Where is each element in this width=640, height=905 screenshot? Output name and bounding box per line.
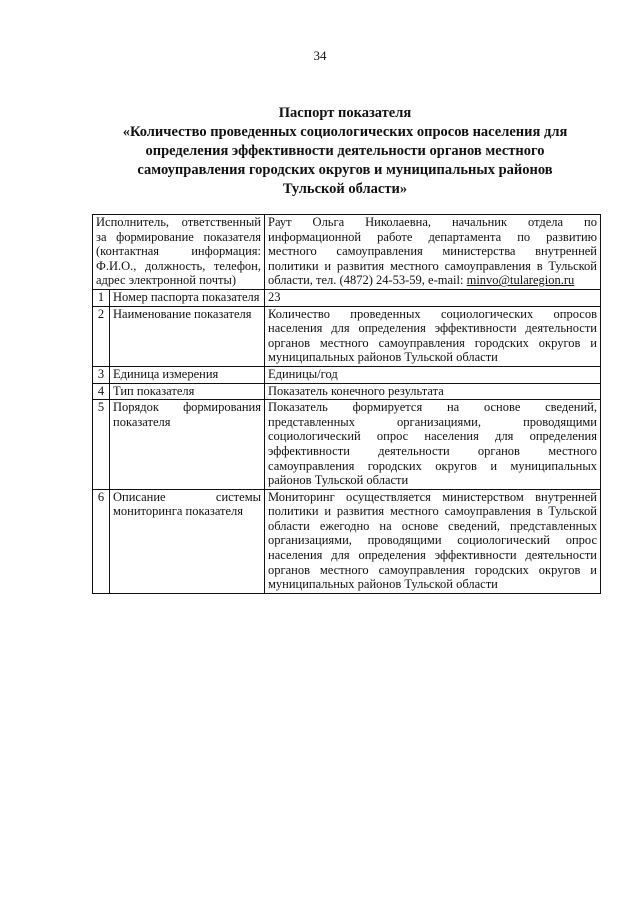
executor-value [265, 215, 601, 290]
row-label: Порядок формирования показателя [110, 400, 265, 490]
title-line-1: Паспорт показателя [278, 105, 412, 121]
row-value: Показатель формируется на основе сведений, представленных организациями, проводящими социологический опрос населения для определения эффективности деятельности органов местного самоуправления городских округов и муниципальных районов Тульской области [265, 400, 601, 490]
title-line-2: «Количество проведенных социологических опросов населения для [122, 124, 568, 140]
row-value: Мониторинг осуществляется министерством внутренней политики и развития местного самоуправления в Тульской области ежегодно на основе сведений, представленных организациями, проводящими социологический опрос населения для определения эффективности деятельности органов местного самоуправления городских округов и муниципальных районов Тульской области [265, 489, 601, 593]
table-row [93, 489, 601, 593]
row-value: Показатель конечного результата [265, 383, 601, 400]
table-row [93, 383, 601, 400]
row-number: 3 [93, 366, 110, 383]
row-number: 6 [93, 489, 110, 593]
row-label: Наименование показателя [110, 306, 265, 366]
row-number: 5 [93, 400, 110, 490]
executor-label: Исполнитель, ответственный за формирование показателя (контактная информация: Ф.И.О., должность, телефон, адрес электронной почты) [93, 215, 265, 290]
title-line-5: Тульской области» [282, 181, 408, 197]
row-label: Тип показателя [110, 383, 265, 400]
table-row-executor [93, 215, 601, 290]
row-value: 23 [265, 289, 601, 306]
row-label: Номер паспорта показателя [110, 289, 265, 306]
title-line-3: определения эффективности деятельности органов местного [145, 143, 545, 159]
passport-table [92, 214, 601, 594]
title-line-4: самоуправления городских округов и муниципальных районов [137, 162, 553, 178]
table-row [93, 400, 601, 490]
row-number: 4 [93, 383, 110, 400]
executor-email-link[interactable]: minvo@tularegion.ru [466, 273, 575, 288]
row-value: Единицы/год [265, 366, 601, 383]
row-label: Единица измерения [110, 366, 265, 383]
row-number: 1 [93, 289, 110, 306]
table-row [93, 289, 601, 306]
row-value: Количество проведенных социологических опросов населения для определения эффективности деятельности органов местного самоуправления городских округов и муниципальных районов Тульской области [265, 306, 601, 366]
page-number: 34 [313, 48, 327, 63]
table-row [93, 366, 601, 383]
executor-contact: Раут Ольга Николаевна, начальник отдела по информационной работе департамента по развитию местного самоуправления министерства внутренней политики и развития местного самоуправления в Тульской области, тел. (4872) 24-53-59, e-mail: [268, 215, 597, 288]
table-row [93, 306, 601, 366]
row-label: Описание системы мониторинга показателя [110, 489, 265, 593]
document-title [90, 104, 600, 199]
row-number: 2 [93, 306, 110, 366]
